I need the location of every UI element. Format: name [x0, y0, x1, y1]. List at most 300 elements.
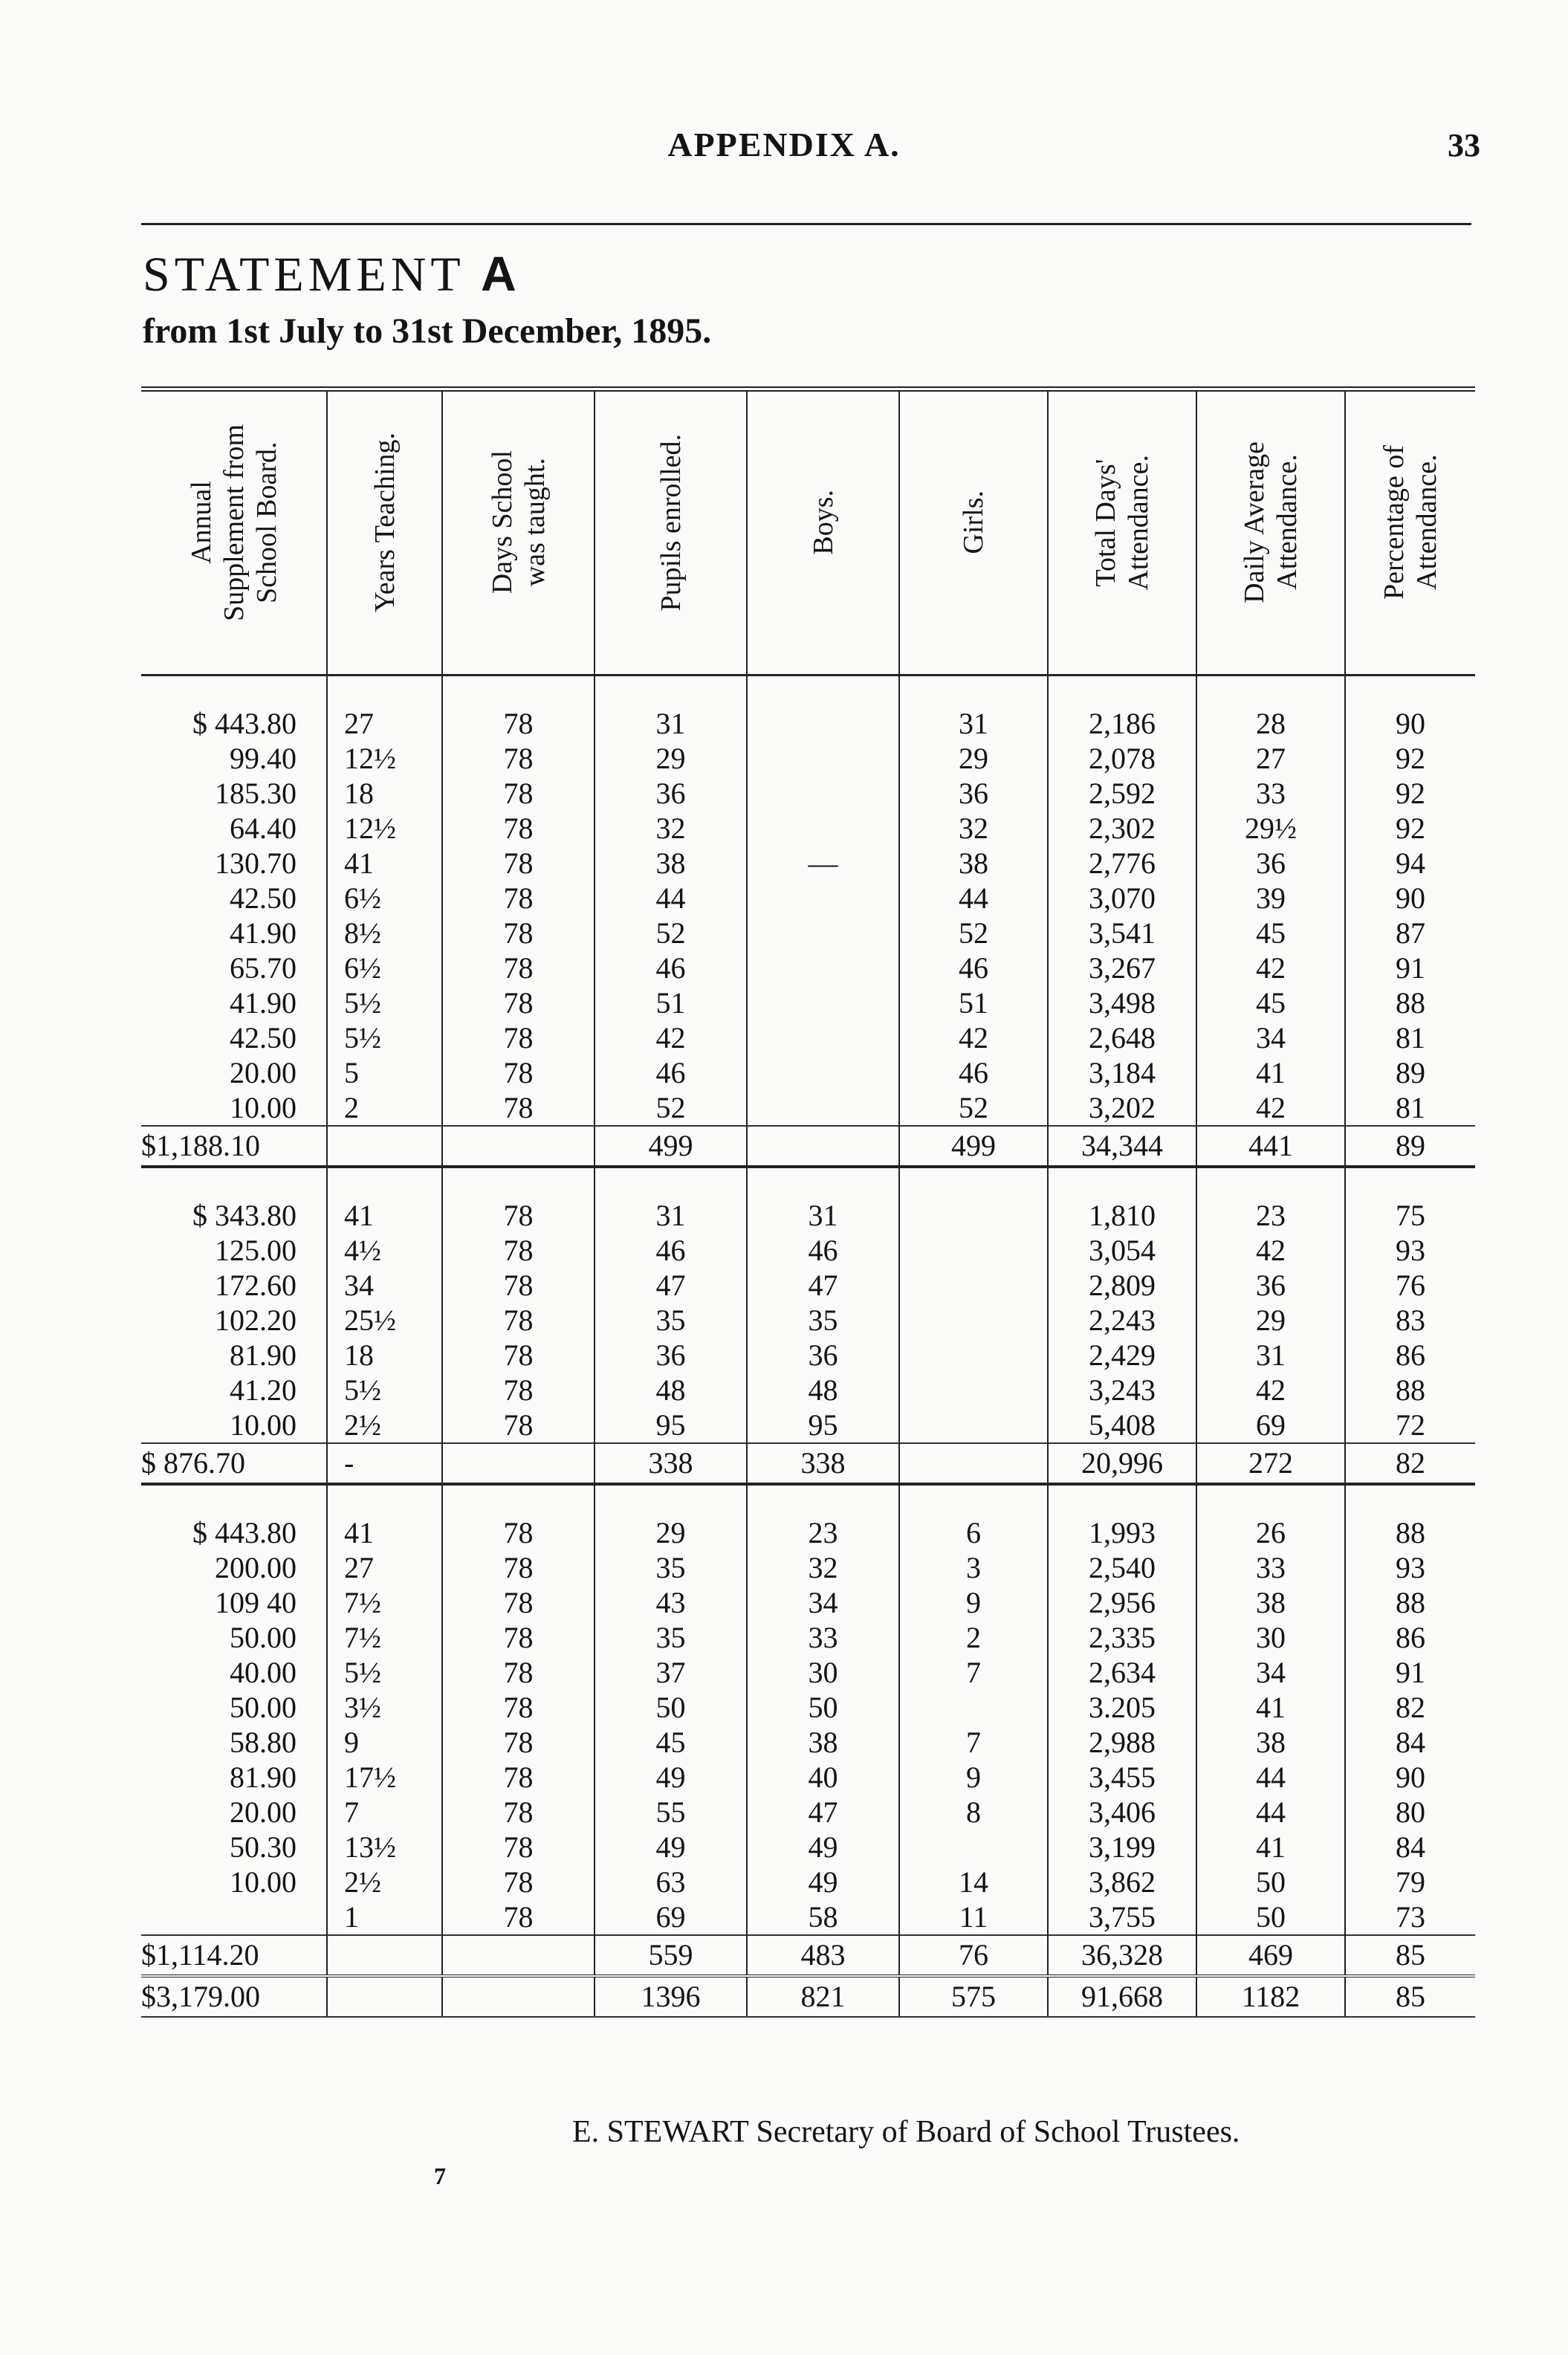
cell-daily-average: 29½ — [1196, 811, 1345, 846]
cell-supplement: $1,114.20 — [141, 1935, 327, 1976]
table-row — [141, 1550, 1475, 1585]
cell-years-teaching: 2½ — [327, 1865, 442, 1899]
cell-days-taught: 78 — [442, 1620, 595, 1655]
cell-pupils-enrolled: 43 — [595, 1585, 747, 1620]
cell-daily-average: 30 — [1196, 1620, 1345, 1655]
cell-supplement: 130.70 — [215, 846, 297, 880]
cell-days-taught: 78 — [442, 985, 595, 1020]
cell-total-days: 2,335 — [1048, 1620, 1196, 1655]
cell-total-days: 3,199 — [1048, 1830, 1196, 1865]
footer-number: 7 — [434, 2163, 446, 2189]
cell-boys — [747, 1126, 899, 1167]
cell-days-taught: 78 — [442, 1690, 595, 1725]
cell-daily-average: 38 — [1196, 1725, 1345, 1760]
cell-girls: 31 — [899, 706, 1048, 741]
cell-days-taught: 78 — [442, 1515, 595, 1550]
cell-daily-average: 44 — [1196, 1795, 1345, 1830]
cell-percentage: 87 — [1345, 916, 1475, 950]
table-header-row — [141, 389, 1475, 676]
cell-boys — [747, 881, 899, 916]
cell-percentage: 81 — [1345, 1020, 1475, 1055]
spacer-cell — [1048, 1484, 1196, 1515]
cell-girls: 14 — [899, 1865, 1048, 1899]
cell-years-teaching: 7½ — [327, 1620, 442, 1655]
grand-total-row — [141, 1976, 1475, 2017]
cell-years-teaching: 4½ — [327, 1233, 442, 1268]
cell-total-days: 2,186 — [1048, 706, 1196, 741]
cell-years-teaching: 1 — [327, 1899, 442, 1935]
cell-total-days: 36,328 — [1048, 1935, 1196, 1976]
cell-daily-average: 42 — [1196, 1090, 1345, 1126]
cell-years-teaching: 7½ — [327, 1585, 442, 1620]
cell-girls: 499 — [899, 1126, 1048, 1167]
cell-total-days: 1,993 — [1048, 1515, 1196, 1550]
cell-supplement: 41.90 — [230, 916, 297, 950]
cell-years-teaching: 5½ — [327, 1020, 442, 1055]
cell-girls — [899, 1268, 1048, 1303]
cell-supplement: 20.00 — [230, 1056, 297, 1089]
spacer-cell — [899, 676, 1048, 707]
cell-days-taught: 78 — [442, 1373, 595, 1408]
table-row — [141, 1408, 1475, 1443]
cell-percentage: 86 — [1345, 1338, 1475, 1373]
cell-percentage: 89 — [1345, 1055, 1475, 1090]
cell-girls: 11 — [899, 1899, 1048, 1935]
table-row — [141, 881, 1475, 916]
cell-years-teaching: 41 — [327, 1198, 442, 1233]
cell-daily-average: 33 — [1196, 776, 1345, 811]
cell-percentage: 93 — [1345, 1550, 1475, 1585]
cell-percentage: 94 — [1345, 846, 1475, 881]
cell-percentage: 93 — [1345, 1233, 1475, 1268]
cell-pupils-enrolled: 35 — [595, 1620, 747, 1655]
spacer-cell — [899, 1167, 1048, 1198]
cell-years-teaching — [327, 1976, 442, 2017]
cell-supplement: 81.90 — [230, 1760, 297, 1794]
cell-years-teaching: 13½ — [327, 1830, 442, 1865]
spacer-cell — [1345, 1167, 1475, 1198]
spacer-cell — [747, 1167, 899, 1198]
cell-boys: 46 — [747, 1233, 899, 1268]
cell-total-days: 3,184 — [1048, 1055, 1196, 1090]
cell-pupils-enrolled: 31 — [595, 1198, 747, 1233]
cell-days-taught: 78 — [442, 1268, 595, 1303]
cell-supplement: 200.00 — [215, 1551, 297, 1584]
cell-daily-average: 441 — [1196, 1126, 1345, 1167]
cell-days-taught: 78 — [442, 811, 595, 846]
spacer-cell — [141, 1484, 327, 1515]
cell-total-days: 3,541 — [1048, 916, 1196, 950]
cell-boys: 23 — [747, 1515, 899, 1550]
cell-years-teaching: 5 — [327, 1055, 442, 1090]
cell-total-days: 3,498 — [1048, 985, 1196, 1020]
cell-supplement: 81.90 — [230, 1338, 297, 1372]
cell-pupils-enrolled: 36 — [595, 776, 747, 811]
table-row — [141, 1725, 1475, 1760]
cell-supplement: $ 876.70 — [141, 1443, 327, 1484]
cell-years-teaching: 34 — [327, 1268, 442, 1303]
cell-girls — [899, 1303, 1048, 1338]
cell-pupils-enrolled: 42 — [595, 1020, 747, 1055]
cell-years-teaching: 6½ — [327, 881, 442, 916]
spacer-cell — [1345, 676, 1475, 707]
cell-supplement: 64.40 — [230, 812, 297, 845]
cell-pupils-enrolled: 48 — [595, 1373, 747, 1408]
cell-total-days: 2,243 — [1048, 1303, 1196, 1338]
cell-total-days: 34,344 — [1048, 1126, 1196, 1167]
cell-girls — [899, 1198, 1048, 1233]
cell-pupils-enrolled: 29 — [595, 1515, 747, 1550]
cell-boys — [747, 916, 899, 950]
table-row — [141, 916, 1475, 950]
cell-girls: 575 — [899, 1976, 1048, 2017]
spacer-cell — [327, 1167, 442, 1198]
cell-supplement: $3,179.00 — [141, 1976, 327, 2017]
cell-percentage: 91 — [1345, 1655, 1475, 1690]
cell-days-taught: 78 — [442, 1865, 595, 1899]
cell-days-taught: 78 — [442, 1655, 595, 1690]
cell-daily-average: 469 — [1196, 1935, 1345, 1976]
cell-days-taught: 78 — [442, 950, 595, 985]
cell-boys: 47 — [747, 1795, 899, 1830]
cell-girls — [899, 1233, 1048, 1268]
statement-title-letter: A — [481, 246, 521, 301]
cell-daily-average: 50 — [1196, 1865, 1345, 1899]
spacer-cell — [1196, 1167, 1345, 1198]
cell-boys — [747, 811, 899, 846]
cell-total-days: 2,429 — [1048, 1338, 1196, 1373]
table-row — [141, 1865, 1475, 1899]
table-row — [141, 776, 1475, 811]
cell-daily-average: 29 — [1196, 1303, 1345, 1338]
cell-percentage: 79 — [1345, 1865, 1475, 1899]
cell-total-days: 3,070 — [1048, 881, 1196, 916]
spacer-cell — [1048, 1167, 1196, 1198]
cell-percentage: 92 — [1345, 741, 1475, 776]
table-row — [141, 1690, 1475, 1725]
cell-boys: 40 — [747, 1760, 899, 1795]
cell-percentage: 88 — [1345, 985, 1475, 1020]
cell-years-teaching: 25½ — [327, 1303, 442, 1338]
cell-daily-average: 27 — [1196, 741, 1345, 776]
cell-supplement: $ 443.80 — [192, 707, 297, 740]
cell-daily-average: 42 — [1196, 1373, 1345, 1408]
cell-pupils-enrolled: 51 — [595, 985, 747, 1020]
cell-years-teaching: 27 — [327, 1550, 442, 1585]
cell-daily-average: 36 — [1196, 846, 1345, 881]
cell-percentage: 85 — [1345, 1976, 1475, 2017]
cell-pupils-enrolled: 36 — [595, 1338, 747, 1373]
cell-pupils-enrolled: 52 — [595, 1090, 747, 1126]
cell-boys: 483 — [747, 1935, 899, 1976]
cell-pupils-enrolled: 52 — [595, 916, 747, 950]
cell-pupils-enrolled: 55 — [595, 1795, 747, 1830]
cell-percentage: 92 — [1345, 776, 1475, 811]
cell-days-taught: 78 — [442, 1338, 595, 1373]
cell-girls: 7 — [899, 1725, 1048, 1760]
cell-pupils-enrolled: 38 — [595, 846, 747, 881]
cell-girls: 52 — [899, 1090, 1048, 1126]
spacer-cell — [327, 676, 442, 707]
cell-percentage: 82 — [1345, 1443, 1475, 1484]
column-header-days-taught — [442, 389, 595, 676]
cell-percentage: 89 — [1345, 1126, 1475, 1167]
cell-days-taught: 78 — [442, 1198, 595, 1233]
cell-boys: 38 — [747, 1725, 899, 1760]
table-row — [141, 1655, 1475, 1690]
cell-boys: 30 — [747, 1655, 899, 1690]
cell-years-teaching: 5½ — [327, 1373, 442, 1408]
cell-days-taught — [442, 1976, 595, 2017]
cell-days-taught: 78 — [442, 1020, 595, 1055]
cell-days-taught: 78 — [442, 881, 595, 916]
cell-days-taught: 78 — [442, 741, 595, 776]
cell-percentage: 90 — [1345, 1760, 1475, 1795]
cell-days-taught: 78 — [442, 1550, 595, 1585]
spacer-cell — [141, 1167, 327, 1198]
cell-girls — [899, 1443, 1048, 1484]
cell-girls — [899, 1338, 1048, 1373]
cell-supplement: 125.00 — [215, 1234, 297, 1267]
cell-girls: 7 — [899, 1655, 1048, 1690]
spacer-cell — [747, 676, 899, 707]
cell-supplement: 42.50 — [230, 1021, 297, 1055]
cell-percentage: 76 — [1345, 1268, 1475, 1303]
table-row — [141, 1303, 1475, 1338]
cell-boys: 58 — [747, 1899, 899, 1935]
cell-girls — [899, 1408, 1048, 1443]
table-row — [141, 1233, 1475, 1268]
cell-days-taught: 78 — [442, 776, 595, 811]
table-row — [141, 846, 1475, 881]
column-header-girls — [899, 389, 1048, 676]
cell-percentage: 92 — [1345, 811, 1475, 846]
cell-years-teaching: 3½ — [327, 1690, 442, 1725]
cell-years-teaching — [327, 1935, 442, 1976]
cell-supplement: $ 343.80 — [192, 1199, 297, 1232]
cell-total-days: 3,243 — [1048, 1373, 1196, 1408]
cell-percentage: 91 — [1345, 950, 1475, 985]
cell-total-days: 3,455 — [1048, 1760, 1196, 1795]
cell-years-teaching: 5½ — [327, 985, 442, 1020]
column-header-label: Total Days' Attendance. — [1090, 454, 1154, 591]
spacer-cell — [442, 1484, 595, 1515]
table-row — [141, 1620, 1475, 1655]
header-rule — [141, 223, 1471, 225]
cell-pupils-enrolled: 69 — [595, 1899, 747, 1935]
cell-supplement: 10.00 — [230, 1091, 297, 1124]
statement-subtitle: from 1st July to 31st December, 1895. — [143, 311, 712, 351]
spacer-cell — [747, 1484, 899, 1515]
group-spacer — [141, 1484, 1475, 1515]
cell-total-days: 3,054 — [1048, 1233, 1196, 1268]
cell-days-taught: 78 — [442, 1233, 595, 1268]
cell-daily-average: 45 — [1196, 985, 1345, 1020]
table-row — [141, 1020, 1475, 1055]
column-header-label: Girls. — [958, 490, 989, 554]
group-spacer — [141, 1167, 1475, 1198]
cell-percentage: 82 — [1345, 1690, 1475, 1725]
table-row — [141, 1268, 1475, 1303]
cell-years-teaching: - — [327, 1443, 442, 1484]
spacer-cell — [899, 1484, 1048, 1515]
cell-days-taught: 78 — [442, 706, 595, 741]
cell-pupils-enrolled: 45 — [595, 1725, 747, 1760]
cell-total-days: 3,202 — [1048, 1090, 1196, 1126]
cell-daily-average: 45 — [1196, 916, 1345, 950]
cell-days-taught: 78 — [442, 1795, 595, 1830]
cell-daily-average: 38 — [1196, 1585, 1345, 1620]
cell-percentage: 88 — [1345, 1373, 1475, 1408]
statement-title — [143, 245, 521, 303]
table-row — [141, 1830, 1475, 1865]
cell-years-teaching: 8½ — [327, 916, 442, 950]
cell-years-teaching: 9 — [327, 1725, 442, 1760]
cell-pupils-enrolled: 63 — [595, 1865, 747, 1899]
group-total-row — [141, 1443, 1475, 1484]
cell-percentage: 73 — [1345, 1899, 1475, 1935]
cell-total-days: 2,956 — [1048, 1585, 1196, 1620]
column-header-years-teaching — [327, 389, 442, 676]
cell-pupils-enrolled: 46 — [595, 950, 747, 985]
cell-supplement: 10.00 — [230, 1408, 297, 1442]
cell-boys: 36 — [747, 1338, 899, 1373]
cell-supplement: 50.30 — [230, 1830, 297, 1864]
cell-total-days: 1,810 — [1048, 1198, 1196, 1233]
cell-years-teaching: 18 — [327, 1338, 442, 1373]
cell-girls: 76 — [899, 1935, 1048, 1976]
cell-percentage: 75 — [1345, 1198, 1475, 1233]
cell-years-teaching: 7 — [327, 1795, 442, 1830]
statement-title-word: STATEMENT — [143, 247, 464, 302]
cell-years-teaching: 12½ — [327, 811, 442, 846]
spacer-cell — [595, 676, 747, 707]
cell-total-days: 2,648 — [1048, 1020, 1196, 1055]
table-body — [141, 676, 1475, 2018]
column-header-boys — [747, 389, 899, 676]
cell-pupils-enrolled: 31 — [595, 706, 747, 741]
cell-supplement: 185.30 — [215, 777, 297, 810]
cell-daily-average: 41 — [1196, 1830, 1345, 1865]
cell-daily-average: 42 — [1196, 1233, 1345, 1268]
cell-supplement: 50.00 — [230, 1621, 297, 1654]
cell-supplement: 109 40 — [215, 1586, 297, 1619]
cell-girls: 29 — [899, 741, 1048, 776]
column-header-label: Annual Supplement from School Board. — [185, 424, 282, 621]
cell-pupils-enrolled: 50 — [595, 1690, 747, 1725]
cell-pupils-enrolled: 32 — [595, 811, 747, 846]
cell-percentage: 90 — [1345, 706, 1475, 741]
table-row — [141, 1760, 1475, 1795]
column-header-label: Percentage of Attendance. — [1379, 445, 1442, 600]
group-total-row — [141, 1126, 1475, 1167]
cell-boys: 338 — [747, 1443, 899, 1484]
cell-girls: 42 — [899, 1020, 1048, 1055]
column-header-label: Years Teaching. — [369, 433, 401, 612]
cell-total-days: 3,755 — [1048, 1899, 1196, 1935]
cell-boys: 32 — [747, 1550, 899, 1585]
running-head: APPENDIX A. — [667, 126, 901, 163]
cell-percentage: 86 — [1345, 1620, 1475, 1655]
cell-days-taught: 78 — [442, 1408, 595, 1443]
column-header-daily-average — [1196, 389, 1345, 676]
cell-pupils-enrolled: 49 — [595, 1760, 747, 1795]
cell-percentage: 88 — [1345, 1515, 1475, 1550]
cell-total-days: 91,668 — [1048, 1976, 1196, 2017]
cell-girls — [899, 1830, 1048, 1865]
spacer-cell — [1196, 676, 1345, 707]
column-header-pupils-enrolled — [595, 389, 747, 676]
column-header-label: Pupils enrolled. — [655, 433, 687, 612]
cell-supplement — [141, 1899, 327, 1935]
cell-girls: 6 — [899, 1515, 1048, 1550]
cell-pupils-enrolled: 1396 — [595, 1976, 747, 2017]
cell-supplement: 10.00 — [230, 1865, 297, 1899]
cell-daily-average: 34 — [1196, 1020, 1345, 1055]
cell-supplement: 50.00 — [230, 1691, 297, 1724]
cell-supplement: 42.50 — [230, 881, 297, 915]
cell-supplement: 20.00 — [230, 1795, 297, 1829]
cell-daily-average: 31 — [1196, 1338, 1345, 1373]
spacer-cell — [442, 1167, 595, 1198]
cell-years-teaching: 17½ — [327, 1760, 442, 1795]
cell-girls — [899, 1373, 1048, 1408]
cell-girls: 46 — [899, 950, 1048, 985]
cell-supplement: 41.20 — [230, 1373, 297, 1407]
table-row — [141, 1055, 1475, 1090]
cell-total-days: 2,540 — [1048, 1550, 1196, 1585]
cell-daily-average: 50 — [1196, 1899, 1345, 1935]
cell-daily-average: 36 — [1196, 1268, 1345, 1303]
cell-total-days: 2,592 — [1048, 776, 1196, 811]
cell-boys — [747, 950, 899, 985]
cell-pupils-enrolled: 46 — [595, 1233, 747, 1268]
cell-boys: 49 — [747, 1865, 899, 1899]
cell-daily-average: 41 — [1196, 1690, 1345, 1725]
cell-boys: 50 — [747, 1690, 899, 1725]
cell-days-taught: 78 — [442, 916, 595, 950]
cell-girls: 51 — [899, 985, 1048, 1020]
cell-girls: 36 — [899, 776, 1048, 811]
cell-years-teaching: 41 — [327, 1515, 442, 1550]
cell-boys — [747, 1090, 899, 1126]
cell-total-days: 2,988 — [1048, 1725, 1196, 1760]
cell-years-teaching: 2½ — [327, 1408, 442, 1443]
cell-days-taught: 78 — [442, 1090, 595, 1126]
cell-supplement: $ 443.80 — [192, 1516, 297, 1549]
cell-pupils-enrolled: 95 — [595, 1408, 747, 1443]
cell-days-taught — [442, 1126, 595, 1167]
cell-total-days: 20,996 — [1048, 1443, 1196, 1484]
cell-days-taught: 78 — [442, 846, 595, 881]
cell-boys: 47 — [747, 1268, 899, 1303]
cell-girls: 3 — [899, 1550, 1048, 1585]
cell-years-teaching: 18 — [327, 776, 442, 811]
cell-daily-average: 28 — [1196, 706, 1345, 741]
cell-boys: 35 — [747, 1303, 899, 1338]
spacer-cell — [1196, 1484, 1345, 1515]
table-row — [141, 1515, 1475, 1550]
cell-days-taught — [442, 1935, 595, 1976]
table-row — [141, 1198, 1475, 1233]
cell-girls: 2 — [899, 1620, 1048, 1655]
cell-boys: — — [747, 846, 899, 881]
cell-pupils-enrolled: 49 — [595, 1830, 747, 1865]
spacer-cell — [1345, 1484, 1475, 1515]
table-row — [141, 1373, 1475, 1408]
group-spacer — [141, 676, 1475, 707]
cell-supplement: $1,188.10 — [141, 1126, 327, 1167]
